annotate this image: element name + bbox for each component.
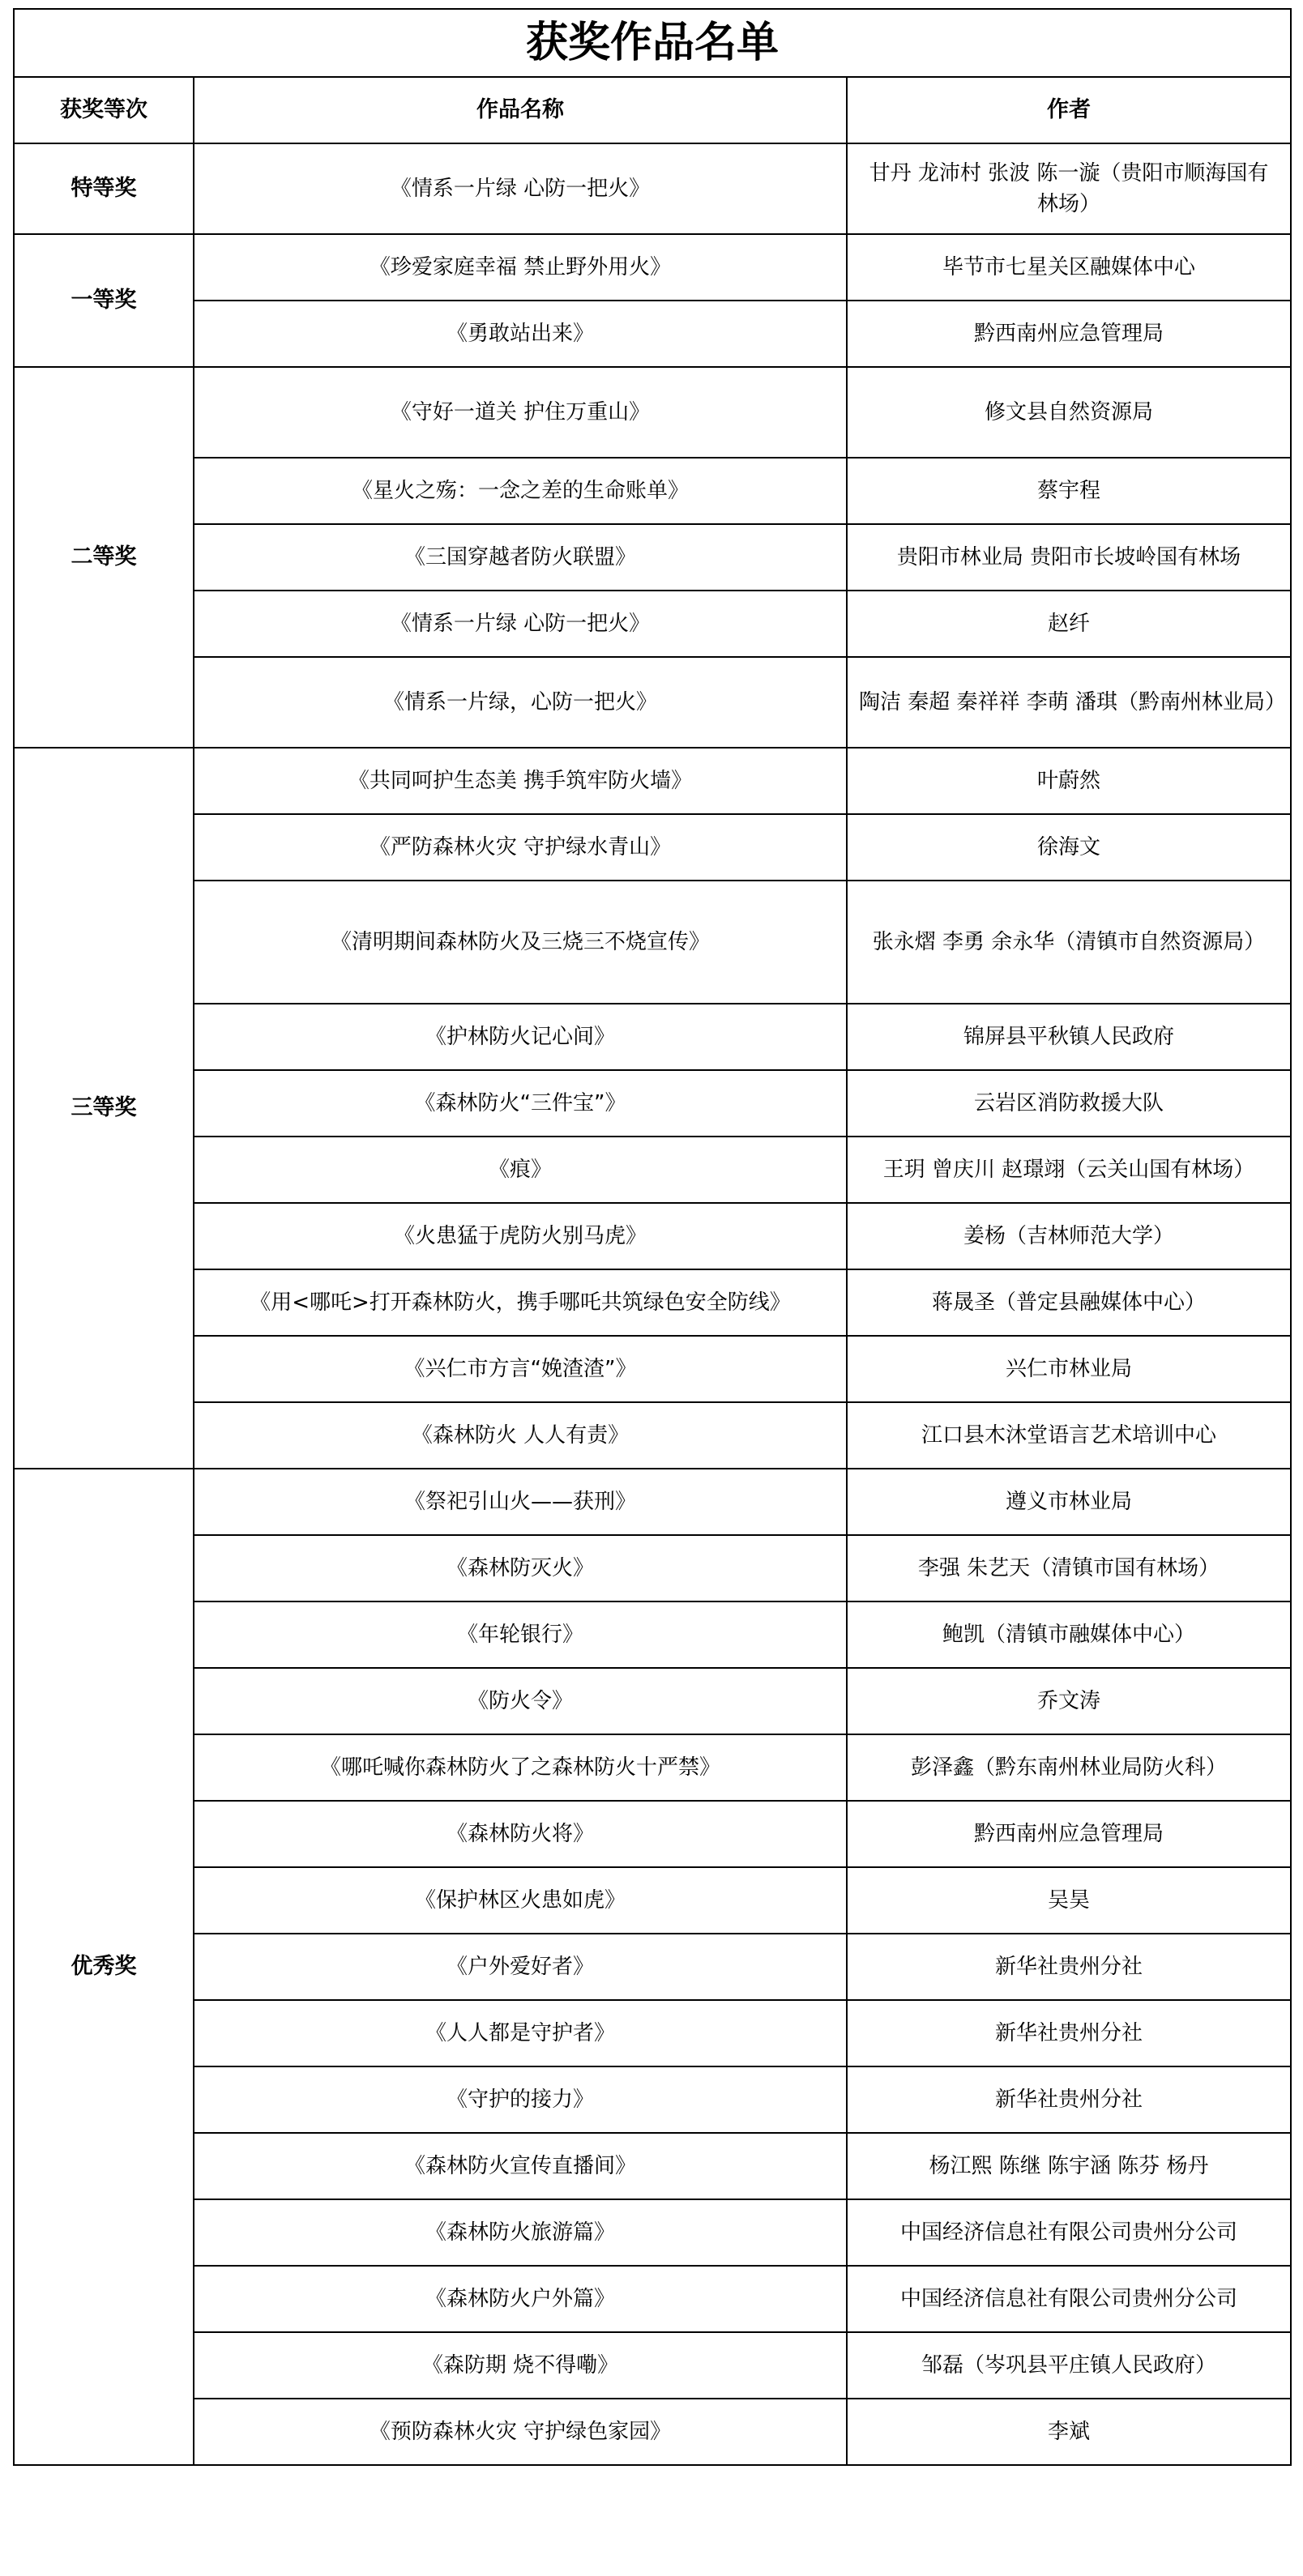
author-cell: 甘丹 龙沛村 张波 陈一漩（贵阳市顺海国有林场） xyxy=(847,143,1291,234)
author-cell: 杨江熙 陈继 陈宇涵 陈芬 杨丹 xyxy=(847,2133,1291,2199)
work-title-cell: 《情系一片绿，心防一把火》 xyxy=(194,657,847,748)
work-title-cell: 《共同呵护生态美 携手筑牢防火墙》 xyxy=(194,748,847,814)
work-title-cell: 《防火令》 xyxy=(194,1668,847,1734)
work-title-cell: 《用<哪吒>打开森林防火，携手哪吒共筑绿色安全防线》 xyxy=(194,1269,847,1336)
author-cell: 赵纤 xyxy=(847,591,1291,657)
work-title-cell: 《三国穿越者防火联盟》 xyxy=(194,524,847,591)
work-title-cell: 《守护的接力》 xyxy=(194,2066,847,2133)
award-level-cell: 一等奖 xyxy=(14,234,194,367)
table-row xyxy=(14,2199,1291,2266)
award-body xyxy=(14,143,1291,2465)
author-cell: 陶洁 秦超 秦祥祥 李萌 潘琪（黔南州林业局） xyxy=(847,657,1291,748)
table-row xyxy=(14,1601,1291,1668)
author-cell: 云岩区消防救援大队 xyxy=(847,1070,1291,1137)
header-row xyxy=(14,77,1291,143)
author-cell: 李斌 xyxy=(847,2399,1291,2465)
author-cell: 黔西南州应急管理局 xyxy=(847,301,1291,367)
work-title-cell: 《护林防火记心间》 xyxy=(194,1004,847,1070)
author-cell: 黔西南州应急管理局 xyxy=(847,1801,1291,1867)
work-title-cell: 《森林防灭火》 xyxy=(194,1535,847,1601)
award-level-cell: 特等奖 xyxy=(14,143,194,234)
award-table xyxy=(13,8,1292,2466)
work-title-cell: 《星火之殇：一念之差的生命账单》 xyxy=(194,458,847,524)
work-title-cell: 《森林防火宣传直播间》 xyxy=(194,2133,847,2199)
table-row xyxy=(14,1203,1291,1269)
table-row xyxy=(14,1535,1291,1601)
author-cell: 姜杨（吉林师范大学） xyxy=(847,1203,1291,1269)
work-title-cell: 《勇敢站出来》 xyxy=(194,301,847,367)
author-cell: 锦屏县平秋镇人民政府 xyxy=(847,1004,1291,1070)
work-title-cell: 《森防期 烧不得嘞》 xyxy=(194,2332,847,2399)
work-title-cell: 《痕》 xyxy=(194,1137,847,1203)
work-title-cell: 《兴仁市方言“娩渣渣”》 xyxy=(194,1336,847,1402)
work-title-cell: 《森林防火旅游篇》 xyxy=(194,2199,847,2266)
work-title-cell: 《火患猛于虎防火别马虎》 xyxy=(194,1203,847,1269)
table-row xyxy=(14,1668,1291,1734)
table-row xyxy=(14,143,1291,234)
author-cell: 叶蔚然 xyxy=(847,748,1291,814)
work-title-cell: 《森林防火 人人有责》 xyxy=(194,1402,847,1469)
award-level-cell: 二等奖 xyxy=(14,367,194,748)
author-cell: 毕节市七星关区融媒体中心 xyxy=(847,234,1291,301)
table-row xyxy=(14,1469,1291,1535)
header-work: 作品名称 xyxy=(194,77,847,143)
table-row xyxy=(14,657,1291,748)
author-cell: 邹磊（岑巩县平庄镇人民政府） xyxy=(847,2332,1291,2399)
work-title-cell: 《森林防火户外篇》 xyxy=(194,2266,847,2332)
table-row xyxy=(14,881,1291,1004)
table-row xyxy=(14,1402,1291,1469)
author-cell: 张永熠 李勇 余永华（清镇市自然资源局） xyxy=(847,881,1291,1004)
author-cell: 蒋晟圣（普定县融媒体中心） xyxy=(847,1269,1291,1336)
table-row xyxy=(14,1867,1291,1934)
author-cell: 遵义市林业局 xyxy=(847,1469,1291,1535)
table-row xyxy=(14,1004,1291,1070)
table-row xyxy=(14,2399,1291,2465)
table-row xyxy=(14,2066,1291,2133)
table-row xyxy=(14,458,1291,524)
work-title-cell: 《户外爱好者》 xyxy=(194,1934,847,2000)
author-cell: 新华社贵州分社 xyxy=(847,1934,1291,2000)
author-cell: 彭泽鑫（黔东南州林业局防火科） xyxy=(847,1734,1291,1801)
author-cell: 新华社贵州分社 xyxy=(847,2066,1291,2133)
table-row xyxy=(14,814,1291,881)
author-cell: 兴仁市林业局 xyxy=(847,1336,1291,1402)
author-cell: 鲍凯（清镇市融媒体中心） xyxy=(847,1601,1291,1668)
award-level-cell: 优秀奖 xyxy=(14,1469,194,2465)
work-title-cell: 《哪吒喊你森林防火了之森林防火十严禁》 xyxy=(194,1734,847,1801)
author-cell: 乔文涛 xyxy=(847,1668,1291,1734)
author-cell: 吴昊 xyxy=(847,1867,1291,1934)
work-title-cell: 《珍爱家庭幸福 禁止野外用火》 xyxy=(194,234,847,301)
author-cell: 李强 朱艺天（清镇市国有林场） xyxy=(847,1535,1291,1601)
author-cell: 修文县自然资源局 xyxy=(847,367,1291,458)
work-title-cell: 《清明期间森林防火及三烧三不烧宣传》 xyxy=(194,881,847,1004)
author-cell: 王玥 曾庆川 赵璟翊（云关山国有林场） xyxy=(847,1137,1291,1203)
author-cell: 中国经济信息社有限公司贵州分公司 xyxy=(847,2266,1291,2332)
award-list-sheet xyxy=(13,8,1290,2466)
work-title-cell: 《森林防火“三件宝”》 xyxy=(194,1070,847,1137)
work-title-cell: 《森林防火将》 xyxy=(194,1801,847,1867)
header-level: 获奖等次 xyxy=(14,77,194,143)
work-title-cell: 《祭祀引山火——获刑》 xyxy=(194,1469,847,1535)
table-row xyxy=(14,748,1291,814)
table-title: 获奖作品名单 xyxy=(14,9,1291,77)
work-title-cell: 《保护林区火患如虎》 xyxy=(194,1867,847,1934)
table-row xyxy=(14,524,1291,591)
work-title-cell: 《年轮银行》 xyxy=(194,1601,847,1668)
award-level-cell: 三等奖 xyxy=(14,748,194,1469)
work-title-cell: 《守好一道关 护住万重山》 xyxy=(194,367,847,458)
table-row xyxy=(14,591,1291,657)
table-row xyxy=(14,1336,1291,1402)
author-cell: 贵阳市林业局 贵阳市长坡岭国有林场 xyxy=(847,524,1291,591)
work-title-cell: 《严防森林火灾 守护绿水青山》 xyxy=(194,814,847,881)
author-cell: 江口县木沐堂语言艺术培训中心 xyxy=(847,1402,1291,1469)
author-cell: 徐海文 xyxy=(847,814,1291,881)
table-row xyxy=(14,301,1291,367)
table-row xyxy=(14,2133,1291,2199)
work-title-cell: 《人人都是守护者》 xyxy=(194,2000,847,2066)
title-row xyxy=(14,9,1291,77)
table-row xyxy=(14,2266,1291,2332)
work-title-cell: 《预防森林火灾 守护绿色家园》 xyxy=(194,2399,847,2465)
header-author: 作者 xyxy=(847,77,1291,143)
table-row xyxy=(14,1269,1291,1336)
table-row xyxy=(14,1137,1291,1203)
table-row xyxy=(14,1734,1291,1801)
work-title-cell: 《情系一片绿 心防一把火》 xyxy=(194,591,847,657)
table-row xyxy=(14,2000,1291,2066)
table-row xyxy=(14,367,1291,458)
author-cell: 新华社贵州分社 xyxy=(847,2000,1291,2066)
work-title-cell: 《情系一片绿 心防一把火》 xyxy=(194,143,847,234)
author-cell: 蔡宇程 xyxy=(847,458,1291,524)
table-row xyxy=(14,1070,1291,1137)
table-row xyxy=(14,234,1291,301)
table-row xyxy=(14,2332,1291,2399)
table-row xyxy=(14,1801,1291,1867)
author-cell: 中国经济信息社有限公司贵州分公司 xyxy=(847,2199,1291,2266)
table-row xyxy=(14,1934,1291,2000)
